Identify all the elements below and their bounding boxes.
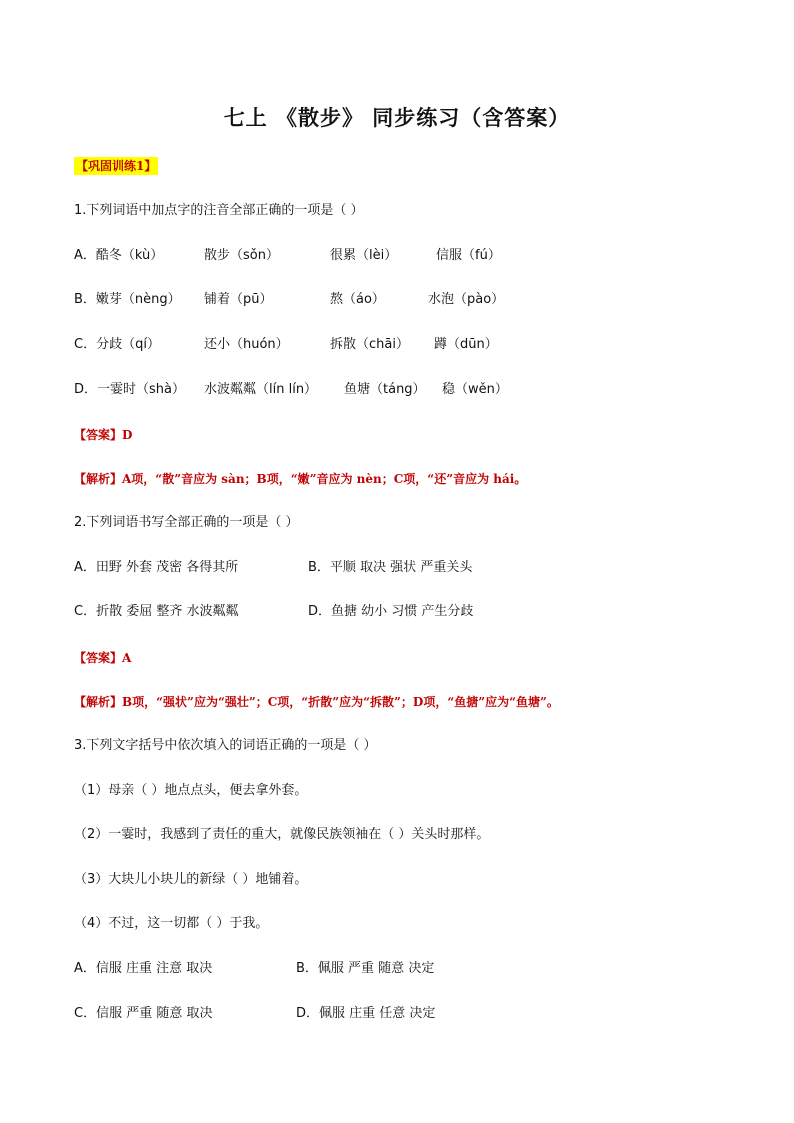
question-3-item-2: （2）一霎时，我感到了责任的重大，就像民族领袖在（ ）关头时那样。 [74,827,490,842]
option-item: B．佩服 严重 随意 决定 [296,961,435,976]
option-item: A．酷冬（kù） [74,248,164,263]
question-2-options-cd [74,602,774,622]
question-3-options-cd [74,1004,774,1024]
option-item: 还小（huón） [204,337,289,352]
question-1-option-b [74,290,774,310]
option-item: 铺着（pū） [204,292,273,307]
question-2-stem: 2.下列词语书写全部正确的一项是（ ） [74,515,299,530]
page-title: 七上 《散步》 同步练习（含答案） [223,105,571,130]
option-item: B．平顺 取决 强状 严重关头 [308,560,473,575]
option-item: D．鱼搪 幼小 习惯 产生分歧 [308,604,474,619]
option-item: D．佩服 庄重 任意 决定 [296,1006,436,1021]
question-1-option-a [74,246,774,266]
question-3-item-1: （1）母亲（ ）地点点头，便去拿外套。 [74,783,308,798]
question-1-stem: 1.下列词语中加点字的注音全部正确的一项是（ ） [74,203,364,218]
question-3-item-4: （4）不过，这一切都（ ）于我。 [74,916,269,931]
question-1-analysis: 【解析】A项，“散”音应为 sàn；B项，“嫩”音应为 nèn；C项，“还”音应为 hái。 [74,472,527,486]
option-item: C．分歧（qí） [74,337,160,352]
question-1-answer: 【答案】D [74,428,133,442]
option-item: 散步（sǒn） [204,248,279,263]
question-1-option-c [74,335,774,355]
option-item: C．折散 委屈 整齐 水波粼粼 [74,604,239,619]
option-item: 水波粼粼（lín lín） [204,382,318,397]
option-item: 拆散（chāi） [330,337,409,352]
question-3-options-ab [74,959,774,979]
question-2-analysis: 【解析】B项，“强状”应为“强壮”；C项，“折散”应为“拆散”；D项，“鱼搪”应为“鱼塘”。 [74,695,559,709]
option-item: 很累（lèi） [330,248,398,263]
option-item: D．一霎时（shà） [74,382,185,397]
option-item: C．信服 严重 随意 取决 [74,1006,213,1021]
option-item: 信服（fú） [436,248,501,263]
option-item: 鱼塘（táng） [344,382,426,397]
option-item: 稳（wěn） [442,382,508,397]
question-2-options-ab [74,558,774,578]
question-1-option-d [74,380,774,400]
question-3-item-3: （3）大块儿小块儿的新绿（ ）地铺着。 [74,872,308,887]
option-item: 蹲（dūn） [434,337,498,352]
question-2-answer: 【答案】A [74,651,132,665]
option-item: B．嫩芽（nèng） [74,292,181,307]
option-item: A．田野 外套 茂密 各得其所 [74,560,239,575]
option-item: 熬（áo） [330,292,385,307]
option-item: 水泡（pào） [428,292,505,307]
section-tag: 【巩固训练1】 [76,159,157,173]
question-3-stem: 3.下列文字括号中依次填入的词语正确的一项是（ ） [74,738,377,753]
option-item: A．信服 庄重 注意 取决 [74,961,213,976]
